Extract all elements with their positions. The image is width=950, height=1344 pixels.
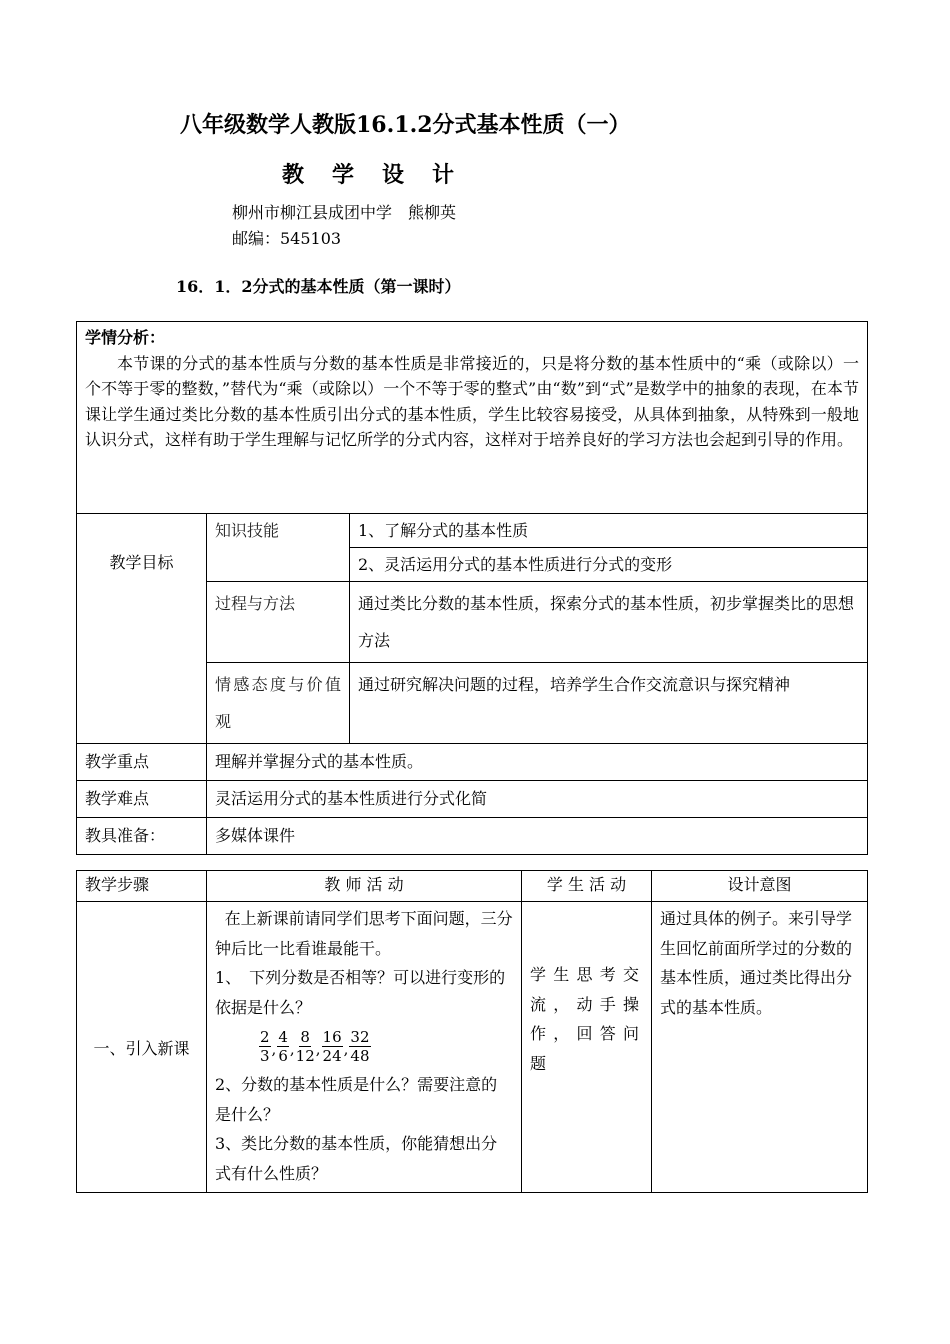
process-goal: 通过类比分数的基本性质，探索分式的基本性质，初步掌握类比的思想方法 xyxy=(350,582,868,663)
fraction-item: $\frac{4}{6}$ xyxy=(278,1027,288,1065)
difficulty-text: 灵活运用分式的基本性质进行分式化简 xyxy=(207,781,868,818)
knowledge-label: 知识技能 xyxy=(207,514,350,582)
teacher-activity xyxy=(207,902,522,1193)
emotion-goal: 通过研究解决问题的过程，培养学生合作交流意识与探究精神 xyxy=(350,663,868,744)
tools-text: 多媒体课件 xyxy=(207,818,868,855)
teacher-question-3: 3、类比分数的基本性质，你能猜想出分式有什么性质？ xyxy=(215,1134,498,1183)
teacher-intro: 在上新课前请同学们思考下面问题，三分钟后比一比看谁最能干。 xyxy=(215,909,513,958)
analysis-body: 本节课的分式的基本性质与分数的基本性质是非常接近的，只是将分数的基本性质中的“乘（或除以）一个不等于零的整数，”替代为“乘（或除以）一个不等于零的整式”由“数”到“式”是数学中的抽象的表现，在本节课让学生通过类比分数的基本性质引出分式的基本性质，学生比较容易接受，从具体到抽象，从特殊到一般地认识分式，这样有助于学生理解与记忆所学的分式内容，这样对于培养良好的学习方法也会起到引导的作用。 xyxy=(85,353,859,449)
header-student: 学 生 活 动 xyxy=(522,871,652,902)
fraction-item: $\frac{16}{24}$ xyxy=(322,1027,342,1065)
header-teacher: 教 师 活 动 xyxy=(207,871,522,902)
document-subtitle: 教学设计 xyxy=(282,162,483,188)
postcode-line: 邮编：545103 xyxy=(232,229,342,248)
student-activity: 学生思考交流，动手操作，回答问题 xyxy=(522,902,652,1193)
analysis-title: 学情分析： xyxy=(85,328,166,347)
author-line: 柳州市柳江县成团中学 熊柳英 xyxy=(232,203,457,222)
fraction-list: $\frac{2}{3}$ , $\frac{4}{6}$ , $\frac{8}{12}$ , $\frac{16}{24}$ , $\frac{32}{48}$ xyxy=(260,1027,370,1065)
teacher-question-1: 1、 下列分数是否相等？可以进行变形的依据是什么？ xyxy=(215,968,506,1017)
teaching-steps-table xyxy=(76,870,868,1193)
emotion-label: 情感态度与价值观 xyxy=(207,663,350,744)
process-label: 过程与方法 xyxy=(207,582,350,663)
lesson-overview-table xyxy=(76,321,868,855)
fraction-item: $\frac{2}{3}$ xyxy=(260,1027,270,1065)
key-point-label: 教学重点 xyxy=(77,744,207,781)
step-name: 一、引入新课 xyxy=(77,902,207,1193)
teacher-question-2: 2、分数的基本性质是什么？需要注意的是什么？ xyxy=(215,1075,498,1124)
fraction-item: $\frac{8}{12}$ xyxy=(295,1027,315,1065)
knowledge-goal-2: 2、灵活运用分式的基本性质进行分式的变形 xyxy=(350,548,868,582)
knowledge-goal-1: 1、了解分式的基本性质 xyxy=(350,514,868,548)
goals-label: 教学目标 xyxy=(77,514,207,744)
analysis-cell xyxy=(77,322,868,514)
tools-label: 教具准备： xyxy=(77,818,207,855)
document-title: 八年级数学人教版16.1.2分式基本性质（一） xyxy=(180,112,631,138)
header-step: 教学步骤 xyxy=(77,871,207,902)
lesson-heading: 16．1．2分式的基本性质（第一课时） xyxy=(176,277,461,296)
difficulty-label: 教学难点 xyxy=(77,781,207,818)
key-point-text: 理解并掌握分式的基本性质。 xyxy=(207,744,868,781)
design-intent: 通过具体的例子。来引导学生回忆前面所学过的分数的基本性质，通过类比得出分式的基本性质。 xyxy=(652,902,868,1193)
fraction-item: $\frac{32}{48}$ xyxy=(350,1027,370,1065)
header-intent: 设计意图 xyxy=(652,871,868,902)
